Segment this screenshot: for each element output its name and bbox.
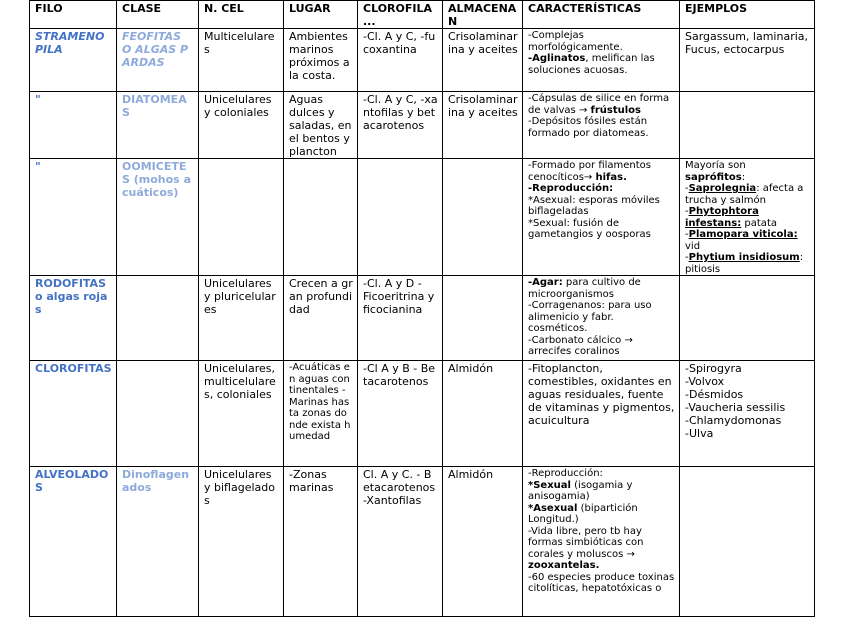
ejemplos-cell (680, 467, 815, 617)
caracteristicas-cell (523, 29, 680, 92)
list-item: -Volvox (685, 375, 725, 388)
clorofila-cell: -Cl A y B - Betacarotenos (358, 361, 443, 467)
lugar-cell: Crecen a gran profundidad (284, 276, 358, 361)
table-row (30, 467, 815, 617)
list-item: -Depósitos fósiles están formado por diatomeas. (528, 116, 649, 139)
filo-cell: STRAMENOPILA (30, 29, 117, 92)
lugar-cell: Aguas dulces y saladas, en el bentos y plancton (284, 92, 358, 159)
header-almacenan: ALMACENAN (443, 1, 523, 29)
filo-cell: " (30, 92, 117, 159)
ncel-cell: Multicelulares (199, 29, 284, 92)
header-caracteristicas: CARACTERÍSTICAS (523, 1, 680, 29)
list-item: -Aglinatos, melifican las soluciones acuosas. (528, 53, 655, 76)
list-item: -Formado por filamentos cenocíticos→ hifas. (528, 160, 652, 183)
list-item: *Sexual: fusión de gametangios y oosporas (528, 217, 651, 240)
table-row (30, 29, 815, 92)
list-item: -Corragenanos: para uso alimenicio y fabr. cosméticos. (528, 300, 652, 334)
header-ejemplos: EJEMPLOS (680, 1, 815, 29)
almacenan-cell: Almidón (443, 467, 523, 617)
ncel-cell: Unicelulares y biflagelados (199, 467, 284, 617)
header-clase: CLASE (117, 1, 199, 29)
lugar-cell: -Acuáticas en aguas continentales -Marinas hasta zonas donde exista humedad (284, 361, 358, 467)
taxonomy-table (29, 0, 815, 617)
table-row (30, 361, 815, 467)
ejemplos-cell (680, 361, 815, 467)
list-item: -Ulva (685, 427, 714, 440)
list-item: -Phytium insidiosum: pitiosis (685, 252, 804, 275)
clase-cell (117, 361, 199, 467)
list-item: *Sexual (isogamia y anisogamia) (528, 479, 633, 502)
list-item: -Agar: para cultivo de microorganismos (528, 277, 641, 300)
clase-cell: OOMICETES (mohos acuáticos) (117, 159, 199, 276)
header-ncel: N. CEL (199, 1, 284, 29)
ejemplos-cell (680, 159, 815, 276)
ncel-cell: Unicelulares, multicelulares, coloniales (199, 361, 284, 467)
header-lugar: LUGAR (284, 1, 358, 29)
list-item: Mayoría son (685, 160, 746, 171)
list-item: *Asexual (bipartición Longitud.) (528, 502, 638, 525)
list-item: -60 especies produce toxinas citolíticas, hepatotóxicas o (528, 571, 675, 594)
filo-cell: " (30, 159, 117, 276)
clorofila-cell: Cl. A y C. - Betacarotenos -Xantofilas (358, 467, 443, 617)
almacenan-cell (443, 276, 523, 361)
header-clorofila: CLOROFILA ... (358, 1, 443, 29)
list-item: -Vida libre, pero tb hay formas simbióticas con corales y moluscos → zooxantelas. (528, 525, 644, 571)
ejemplos-cell (680, 276, 815, 361)
filo-cell: CLOROFITAS (30, 361, 117, 467)
list-item: -Spirogyra (685, 362, 742, 375)
list-item: -Reproducción: (528, 183, 614, 194)
lugar-cell: -Zonas marinas (284, 467, 358, 617)
caracteristicas-cell (523, 92, 680, 159)
header-filo: FILO (30, 1, 117, 29)
caracteristicas-cell (523, 276, 680, 361)
clase-cell: DIATOMEAS (117, 92, 199, 159)
list-item: -Reproducción: (528, 468, 603, 479)
table-row (30, 92, 815, 159)
list-item: saprófitos: (685, 171, 746, 183)
filo-cell: RODOFITAS o algas rojas (30, 276, 117, 361)
caracteristicas-cell (523, 159, 680, 276)
almacenan-cell: Crisolaminarina y aceites (443, 29, 523, 92)
ncel-cell (199, 159, 284, 276)
lugar-cell: Ambientes marinos próximos a la costa. (284, 29, 358, 92)
list-item: -Saprolegnia: afecta a trucha y salmón (685, 183, 804, 206)
ncel-cell: Unicelulares y coloniales (199, 92, 284, 159)
list-item: -Complejas morfológicamente. (528, 30, 623, 53)
header-row (30, 1, 815, 29)
list-item: -Vaucheria sessilis (685, 401, 786, 414)
clorofila-cell: -Cl. A y C, -fucoxantina (358, 29, 443, 92)
clase-cell: FEOFITAS O ALGAS PARDAS (117, 29, 199, 92)
ejemplos-cell (680, 92, 815, 159)
list-item: -Cápsulas de silice en forma de valvas → frústulos (528, 93, 670, 116)
almacenan-cell: Almidón (443, 361, 523, 467)
table-row (30, 276, 815, 361)
lugar-cell (284, 159, 358, 276)
clorofila-cell (358, 159, 443, 276)
ejemplos-cell: Sargassum, laminaria, Fucus, ectocarpus (680, 29, 815, 92)
list-item: *Asexual: esporas móviles biflageladas (528, 194, 660, 217)
list-item: -Plamopara viticola: vid (685, 229, 798, 252)
clorofila-cell: -Cl. A y C, -xantofilas y betacarotenos (358, 92, 443, 159)
almacenan-cell: Crisolaminarina y aceites (443, 92, 523, 159)
clorofila-cell: -Cl. A y D -Ficoeritrina y ficocianina (358, 276, 443, 361)
caracteristicas-cell (523, 467, 680, 617)
ncel-cell: Unicelulares y pluricelulares (199, 276, 284, 361)
almacenan-cell (443, 159, 523, 276)
table-row (30, 159, 815, 276)
list-item: -Chlamydomonas (685, 414, 782, 427)
clase-cell (117, 276, 199, 361)
list-item: -Carbonato cálcico → arrecifes coralinos (528, 334, 633, 357)
caracteristicas-cell: -Fitoplancton, comestibles, oxidantes en aguas residuales, fuente de vitaminas y pigmentos, acuicultura (523, 361, 680, 467)
list-item: -Désmidos (685, 388, 744, 401)
clase-cell: Dinoflagenados (117, 467, 199, 617)
filo-cell: ALVEOLADOS (30, 467, 117, 617)
list-item: -Phytophtora infestans: patata (685, 206, 777, 229)
